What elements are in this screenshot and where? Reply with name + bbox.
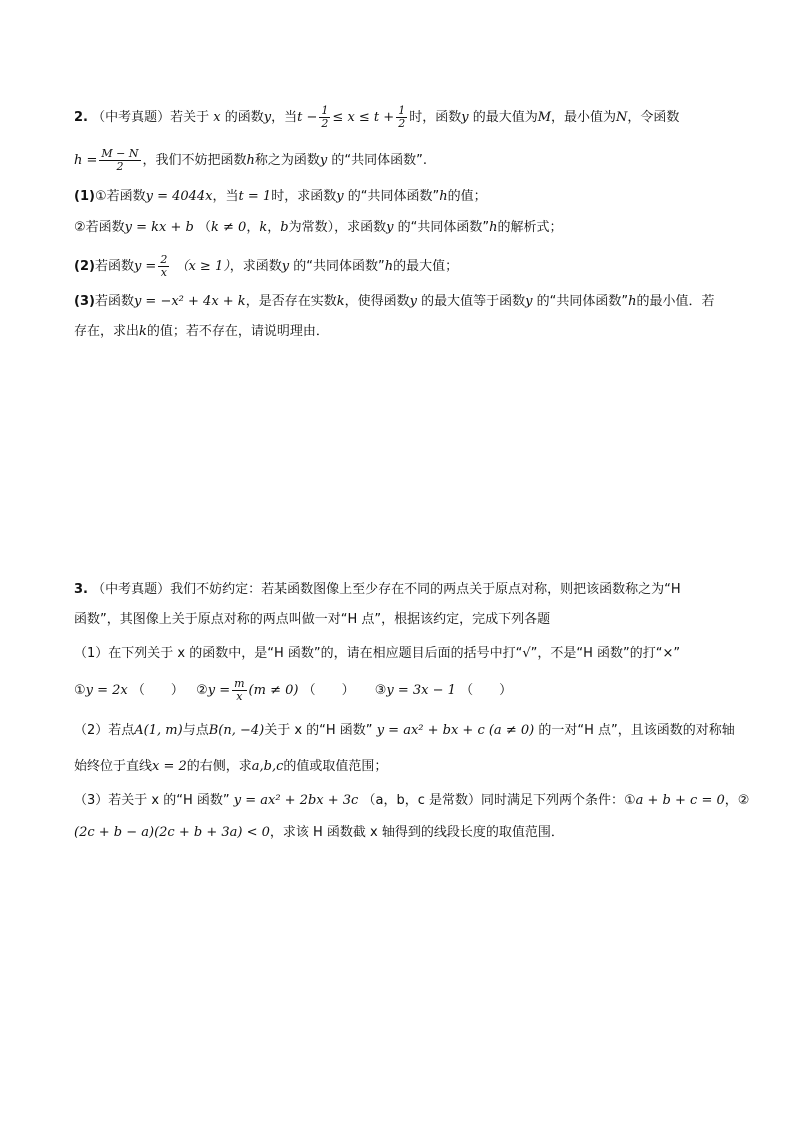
q2-text: ①若函数	[94, 189, 146, 204]
q2-var-k: k	[336, 294, 345, 309]
q3-part2-line-1	[74, 721, 735, 741]
q3-text: 关于 x 的“H 函数”	[264, 723, 373, 738]
q3-p3-eq: y = ax² + 2bx + 3c	[233, 793, 359, 808]
q3-text: （2）若点	[74, 723, 135, 738]
q2-part2-label: (2)	[74, 259, 95, 274]
q3-line-2	[74, 610, 550, 630]
fraction-numerator: M − N	[101, 147, 139, 160]
q3-number: 3.	[74, 582, 88, 597]
q2-var-N: N	[616, 110, 628, 125]
q2-text: 的“共同体函数”	[397, 220, 490, 235]
q2-h-eq: h =	[74, 153, 98, 168]
q2-var-h: h	[628, 294, 637, 309]
q2-var-y: y	[281, 259, 290, 274]
q2-text: 时，求函数	[271, 189, 337, 204]
q3-p3-cond1: a + b + c = 0	[635, 793, 725, 808]
q3-text: 的一对“H 点”，且该函数的对称轴	[538, 723, 735, 738]
q2-text: 的“共同体函数”	[536, 294, 629, 309]
q3-text: ，②	[724, 793, 750, 808]
q2-var-h: h	[439, 189, 448, 204]
fraction-numerator: 2	[160, 253, 168, 266]
q3-option-1-marker: ①	[74, 683, 86, 698]
q3-source: （中考真题）	[92, 582, 171, 597]
q3-p3-cond2: (2c + b − a)(2c + b + 3a) < 0	[74, 825, 270, 840]
q3-part3-line-1	[74, 791, 749, 811]
q2-var-k: k	[259, 220, 268, 235]
q3-point-B: B(n, −4)	[208, 723, 265, 738]
q2-p2-y: y =	[133, 259, 157, 274]
q2-var-y: y	[461, 110, 469, 125]
q2-p3-eq: y = −x² + 4x + k	[133, 294, 246, 309]
q2-var-k: k	[139, 324, 147, 339]
q2-p1-t: t = 1	[238, 189, 272, 204]
q3-text: 始终位于直线	[74, 759, 153, 774]
q3-text: 的右侧，求	[186, 759, 252, 774]
q3-text: ，求该 H 函数截 x 轴得到的线段长度的取值范围．	[269, 825, 564, 840]
q3-text: （1）在下列关于 x 的函数中，是“H 函数”的，请在相应题目后面的括号中打“√”，不是“H 函数”的打“×”	[74, 646, 681, 661]
q2-var-y: y	[319, 153, 328, 168]
q2-text: 的“共同体函数”	[293, 259, 385, 274]
q3-m-fraction	[232, 678, 246, 703]
q2-line-1	[74, 105, 679, 130]
q3-line-1	[74, 580, 681, 600]
q2-line-2	[74, 148, 427, 173]
q2-var-y: y	[336, 189, 344, 204]
q2-text: 称之为函数	[254, 153, 320, 168]
q2-text: 的最大值为	[472, 110, 538, 125]
q3-option-2-answer-blank: （ ）	[302, 683, 355, 698]
q2-number: 2.	[74, 110, 88, 125]
fraction-denominator: 2	[398, 117, 406, 130]
q2-text: 时，函数	[409, 110, 462, 125]
q2-half-fraction	[319, 105, 330, 130]
q3-option-3-marker: ③	[374, 683, 387, 698]
q2-text: 存在，求出	[74, 324, 140, 339]
q3-text: 的值或取值范围；	[283, 759, 388, 774]
q2-text: 若函数	[94, 294, 134, 309]
q2-var-b: b	[280, 220, 289, 235]
q2-p1b-cond: k ≠ 0	[211, 220, 247, 235]
q2-source: （中考真题）	[92, 110, 171, 125]
fraction-denominator: 2	[116, 160, 124, 173]
q2-text: ，我们不妨把函数	[142, 153, 247, 168]
q2-part3-line-2	[74, 322, 329, 342]
q2-text: 的“共同体函数”	[347, 189, 440, 204]
q2-text: 的值；	[447, 189, 487, 204]
q2-p1-eq: y = 4044x	[145, 189, 213, 204]
fraction-denominator: x	[236, 690, 243, 703]
q2-var-h: h	[384, 259, 394, 274]
q3-option-2-cond: (m ≠ 0)	[248, 683, 299, 698]
q2-var-y: y	[386, 220, 394, 235]
q3-text: （3）若关于 x 的“H 函数”	[74, 793, 230, 808]
q2-text: 若函数	[94, 259, 134, 274]
q3-option-2-marker: ②	[196, 683, 208, 698]
q2-text: ，是否存在实数	[245, 294, 337, 309]
q2-text: 的“共同体函数”.	[331, 153, 428, 168]
q2-part1b-line	[74, 218, 562, 238]
q2-p1b-eq: y = kx + b	[124, 220, 194, 235]
q2-text: ，使得函数	[344, 294, 410, 309]
q2-t-expr: t −	[297, 110, 318, 125]
q2-text: 的函数	[224, 110, 264, 125]
q2-var-y: y	[263, 110, 272, 125]
q3-option-2-y: y =	[207, 683, 231, 698]
q3-p2-eq: y = ax² + bx + c (a ≠ 0)	[376, 723, 535, 738]
q2-text: 的最大值等于函数	[421, 294, 526, 309]
q2-text: 的最大值；	[393, 259, 459, 274]
q3-part1-line	[74, 644, 680, 664]
q3-part2-line-2	[74, 757, 387, 777]
q2-text: ，令函数	[627, 110, 680, 125]
q3-text: 我们不妨约定：若某函数图像上至少存在不同的两点关于原点对称，则把该函数称之为“H	[170, 582, 681, 597]
q2-text: 为常数），求函数	[288, 220, 387, 235]
q2-var-y: y	[525, 294, 533, 309]
fraction-denominator: x	[160, 266, 167, 279]
q3-option-1-answer-blank: （ ）	[131, 683, 184, 698]
q2-text: 的最小值．若	[636, 294, 715, 309]
q2-2x-fraction	[158, 254, 169, 279]
q2-part1-label: (1)	[74, 189, 95, 204]
fraction-numerator: 1	[398, 104, 406, 117]
q3-p2-vars: a,b,c	[251, 759, 284, 774]
q2-var-h: h	[489, 220, 498, 235]
q2-text: 若关于	[170, 110, 210, 125]
q2-var-h: h	[246, 153, 255, 168]
q3-text: 与点	[182, 723, 209, 738]
q3-options-line	[74, 678, 512, 703]
q3-option-3-answer-blank: （ ）	[460, 683, 513, 698]
q3-text: （a，b，c 是常数）同时满足下列两个条件：①	[362, 793, 636, 808]
q2-var-x: x	[213, 110, 221, 125]
q2-text: ，	[246, 220, 260, 235]
q2-inequality: ≤ x ≤ t +	[332, 110, 395, 125]
q3-p2-line: x = 2	[152, 759, 187, 774]
q2-text: ，求函数	[229, 259, 282, 274]
q2-text: 的值；若不存在，请说明理由．	[146, 324, 329, 339]
q2-half-fraction-2	[396, 105, 407, 130]
q2-text: ，最小值为	[551, 110, 617, 125]
q2-part2-line	[74, 254, 458, 279]
q2-h-fraction	[99, 148, 140, 173]
q3-part3-line-2	[74, 823, 564, 843]
q2-text: ，当	[212, 189, 239, 204]
fraction-denominator: 2	[321, 117, 329, 130]
q2-p2-cond: （x ≥ 1）	[175, 259, 230, 274]
fraction-numerator: 1	[321, 104, 329, 117]
q2-text: ，当	[271, 110, 298, 125]
q3-point-A: A(1, m)	[134, 723, 183, 738]
q2-text: （	[198, 220, 212, 235]
q2-part3-line-1	[74, 292, 715, 312]
q3-option-1-eq: y = 2x	[85, 683, 128, 698]
q2-part3-label: (3)	[74, 294, 95, 309]
q2-text: ，	[267, 220, 281, 235]
q3-text: 函数”，其图像上关于原点对称的两点叫做一对“H 点”，根据该约定，完成下列各题	[74, 612, 551, 627]
q2-var-M: M	[537, 110, 552, 125]
q2-part1-line	[74, 187, 487, 207]
q2-text: ②若函数	[74, 220, 125, 235]
fraction-numerator: m	[234, 677, 245, 690]
q3-option-3-eq: y = 3x − 1	[386, 683, 456, 698]
q2-text: 的解析式；	[497, 220, 563, 235]
q2-var-y: y	[409, 294, 417, 309]
